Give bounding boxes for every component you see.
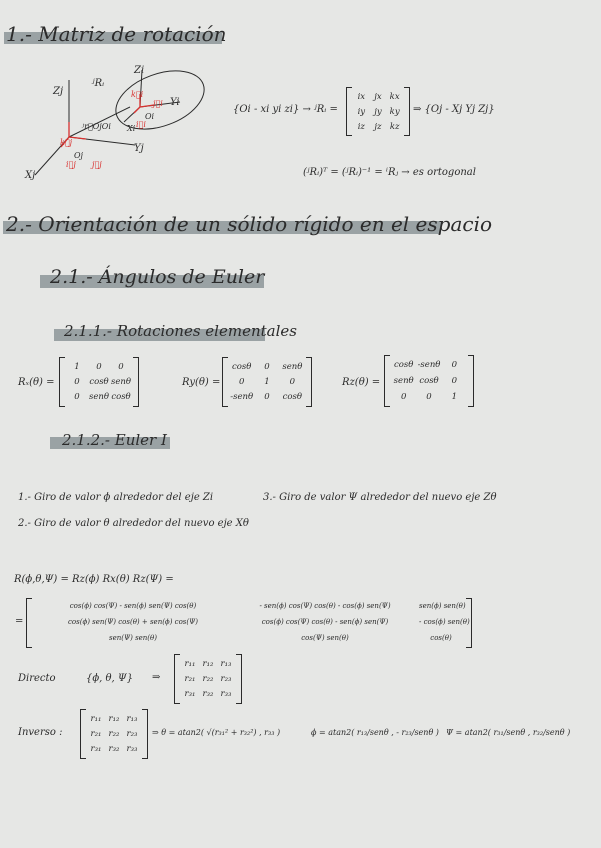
matrix-cell: 0 (264, 361, 270, 372)
matrix-cell: 0 (426, 392, 432, 402)
section-2-1-1-title: 2.1.1.- Rotaciones elementales (64, 322, 297, 340)
matrix-cell: r₃₁ (184, 689, 196, 700)
matrix-cell: r₂₃ (126, 728, 138, 739)
label-zi: Zi (134, 65, 145, 76)
inverse-phi: ϕ = atan2( r₁₃/senθ , - r₂₃/senθ ) (311, 728, 439, 737)
section-2-1-title: 2.1.- Ángulos de Euler (50, 266, 265, 288)
label-yi: Yi (170, 97, 180, 108)
matrix-cell: cos(ϕ) cos(Ψ) cos(θ) - sen(ϕ) sen(Ψ) (261, 618, 389, 626)
label-xj: Xj (25, 170, 36, 181)
matrix-cell: r₁₁ (90, 713, 102, 724)
matrix-cell: kz (389, 121, 400, 132)
equals-sign: = (15, 616, 24, 627)
rx-matrix (59, 357, 139, 407)
matrix-cell: senθ (282, 361, 303, 372)
matrix-cell: cos(Ψ) sen(θ) (301, 634, 349, 642)
direct-matrix (174, 654, 242, 704)
label-zj: Zj (53, 86, 64, 97)
matrix-cell: jy (374, 106, 382, 117)
matrix-cell: 0 (289, 376, 296, 387)
inverse-theta: ⇒ θ = atan2( √(r₃₁² + r₃₂²) , r₃₃ ) (152, 728, 281, 737)
euler-step-2: 2.- Giro de valor θ alrededor del nuevo eje Xθ (18, 518, 249, 529)
matrix-cell: cosθ (393, 360, 414, 370)
matrix-cell: - cos(ϕ) sen(θ) (419, 618, 470, 626)
matrix-cell: r₁₁ (184, 658, 196, 669)
matrix-cell: r₂₂ (202, 673, 214, 684)
matrix-cell: r₂₁ (90, 728, 102, 739)
label-ii: i⃗i (136, 120, 146, 129)
rz-label: Rz(θ) = (342, 377, 381, 388)
label-oj: Oj (74, 151, 84, 160)
section-1-title: 1.- Matriz de rotación (6, 22, 227, 46)
euler-step-1: 1.- Giro de valor ϕ alrededor del eje Zi (18, 492, 214, 503)
label-jj: j⃗j (92, 160, 102, 169)
ry-label: Ry(θ) = (182, 377, 221, 388)
matrix-cell: kx (389, 91, 400, 102)
label-kj: k⃗j (60, 138, 73, 147)
matrix-row (35, 602, 466, 610)
matrix-cell: r₁₂ (108, 713, 120, 724)
matrix-cell: 1 (264, 376, 270, 387)
label-ki: k⃗i (131, 90, 144, 99)
euler-product: R(ϕ,θ,Ψ) = Rz(ϕ) Rx(θ) Rz(Ψ) = (14, 574, 174, 585)
matrix-cell: r₁₂ (202, 658, 214, 669)
matrix-cell: r₃₃ (220, 689, 232, 700)
matrix-cell: r₂₂ (108, 728, 120, 739)
euler-matrix (26, 598, 472, 648)
matrix-cell: r₂₁ (184, 673, 196, 684)
direct-arrow: ⇒ (152, 672, 161, 683)
matrix-cell: sen(ϕ) sen(θ) (419, 602, 466, 610)
matrix-cell: iz (357, 121, 365, 132)
matrix-cell: senθ (111, 376, 131, 387)
coordinate-frames-diagram (20, 62, 220, 192)
direct-angle-set: {ϕ, θ, Ψ} (86, 673, 134, 684)
matrix-cell: 1 (451, 392, 458, 402)
matrix-cell: sen(Ψ) sen(θ) (109, 634, 157, 642)
rx-label: Rₓ(θ) = (18, 377, 55, 388)
label-frame-rotation: ʲRᵢ (92, 78, 105, 89)
matrix-cell: r₁₃ (126, 713, 138, 724)
matrix-row (35, 634, 463, 642)
direct-label: Directo (18, 673, 56, 684)
matrix-cell: cos(ϕ) cos(Ψ) - sen(ϕ) sen(Ψ) cos(θ) (69, 602, 197, 610)
matrix-cell: ky (389, 106, 400, 117)
matrix-cell: 0 (118, 361, 124, 372)
matrix-cell: 0 (96, 361, 102, 372)
rz-matrix (384, 355, 474, 407)
matrix-cell: senθ (393, 376, 414, 386)
matrix-cell: ix (357, 91, 366, 102)
matrix-cell: cosθ (419, 376, 439, 386)
matrix-cell: 0 (451, 360, 458, 370)
matrix-cell: 0 (400, 392, 407, 402)
section-2-1-2-title: 2.1.2.- Euler I (62, 431, 167, 449)
rotation-def-rhs: ⇒ {Oj - Xj Yj Zj} (413, 104, 495, 115)
matrix-cell: iy (357, 106, 366, 117)
matrix-cell: 1 (74, 361, 80, 372)
matrix-cell: 0 (74, 376, 80, 387)
matrix-cell: cosθ (111, 392, 131, 403)
euler-step-3: 3.- Giro de valor Ψ alrededor del nuevo eje Zθ (263, 492, 497, 503)
inverse-label: Inverso : (18, 727, 63, 738)
matrix-cell: r₁₃ (220, 658, 232, 669)
ry-matrix (222, 357, 312, 407)
inverse-psi: Ψ = atan2( r₃₁/senθ , r₃₂/senθ ) (446, 728, 571, 737)
matrix-cell: cos(θ) (430, 634, 452, 642)
matrix-cell: 0 (451, 376, 458, 386)
matrix-cell: r₃₂ (202, 689, 214, 700)
label-ji: j⃗i (153, 99, 163, 108)
matrix-cell: r₃₃ (126, 744, 138, 755)
orthogonal-property: (ʲRᵢ)ᵀ = (ʲRᵢ)⁻¹ = ⁱRⱼ → es ortogonal (303, 167, 476, 178)
inverse-matrix (80, 709, 148, 759)
matrix-cell: -senθ (417, 360, 441, 370)
label-yj: Yj (134, 143, 144, 154)
label-xi: Xi (127, 124, 136, 133)
matrix-cell: -senθ (230, 392, 254, 403)
matrix-cell: jx (374, 91, 382, 102)
matrix-row (35, 618, 470, 626)
matrix-cell: 0 (264, 392, 270, 403)
matrix-cell: r₂₃ (220, 673, 232, 684)
matrix-cell: senθ (89, 392, 109, 403)
matrix-cell: jz (374, 121, 382, 132)
matrix-cell: cosθ (282, 392, 302, 403)
label-oi: Oi (145, 112, 155, 121)
rotation-def-lhs: {Oi - xi yi zi} → ʲRᵢ = (233, 104, 338, 115)
matrix-cell: r₃₁ (90, 744, 102, 755)
label-position-vector: ʲr⃗OjOi (82, 122, 111, 131)
matrix-cell: 0 (74, 392, 80, 403)
matrix-cell: cos(ϕ) sen(Ψ) cos(θ) + sen(ϕ) cos(Ψ) (67, 618, 198, 626)
matrix-cell: 0 (238, 376, 245, 387)
matrix-cell: r₃₂ (108, 744, 120, 755)
section-2-title: 2.- Orientación de un sólido rígido en el espacio (6, 212, 493, 236)
matrix-cell: - sen(ϕ) cos(Ψ) cos(θ) - cos(ϕ) sen(Ψ) (259, 602, 391, 610)
matrix-cell: cosθ (231, 361, 252, 372)
label-ij: i⃗j (66, 160, 76, 169)
rotation-matrix (346, 87, 410, 136)
matrix-cell: cosθ (89, 376, 109, 387)
